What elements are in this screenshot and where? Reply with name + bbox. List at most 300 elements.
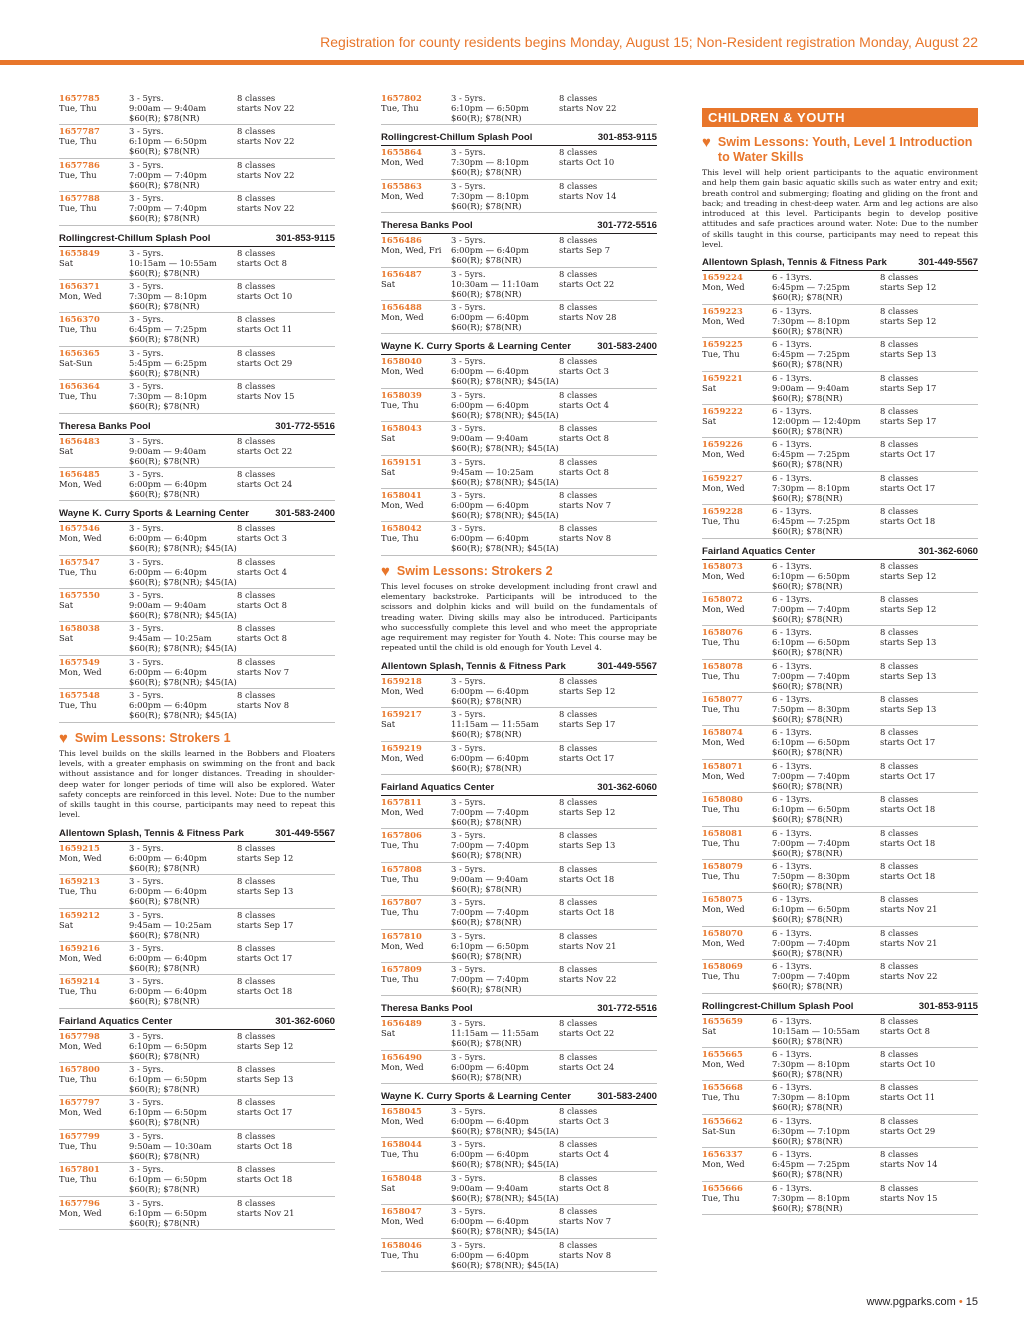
age-range: 3 - 5yrs.: [129, 159, 164, 170]
activity-number[interactable]: 1657549: [59, 656, 100, 667]
start-date: starts Nov 22: [237, 136, 295, 147]
class-fee: $60(R); $78(NR); $45(IA): [451, 409, 559, 420]
class-listing-row: [381, 896, 657, 929]
age-range: 6 - 13yrs.: [772, 1082, 812, 1093]
start-date: starts Sep 17: [237, 919, 294, 930]
start-date: starts Nov 22: [559, 973, 617, 984]
start-date: starts Oct 3: [559, 1116, 609, 1127]
heart-icon: ♥: [702, 134, 711, 151]
age-range: 3 - 5yrs.: [129, 1197, 164, 1208]
age-range: 6 - 13yrs.: [772, 305, 812, 316]
class-listing-row: [59, 689, 335, 722]
activity-number[interactable]: 1657800: [59, 1064, 100, 1075]
start-date: starts Sep 13: [559, 840, 616, 851]
class-listing-row: [381, 1239, 657, 1272]
activity-number[interactable]: 1656486: [381, 235, 422, 246]
meeting-days: Mon, Wed: [381, 190, 424, 201]
class-time: 7:00pm — 7:40pm: [772, 770, 850, 781]
meeting-days: Mon, Wed: [702, 1058, 745, 1069]
activity-number[interactable]: 1656485: [59, 468, 100, 479]
age-range: 3 - 5yrs.: [129, 193, 164, 204]
age-range: 6 - 13yrs.: [772, 1149, 812, 1160]
start-date: starts Nov 22: [237, 203, 295, 214]
class-count: 8 classes: [559, 456, 598, 467]
activity-number[interactable]: 1659219: [381, 742, 422, 753]
class-time: 7:00pm — 7:40pm: [772, 937, 850, 948]
class-fee: $60(R); $78(NR): [129, 896, 200, 907]
activity-number[interactable]: 1657811: [381, 796, 422, 807]
meeting-days: Tue, Thu: [702, 837, 740, 848]
meeting-days: Mon, Wed: [381, 499, 424, 510]
activity-number[interactable]: 1656364: [59, 381, 100, 392]
class-listing-row: [59, 522, 335, 555]
activity-number[interactable]: 1658069: [702, 961, 743, 972]
location-header: [381, 132, 657, 146]
course-description: This level focuses on stroke development including front crawl and elementary backstroke. Participants will be introduced to the scissors and dolphin kicks and will build on the fundamentals of treading water. Diving skills may also be introduced. Participants who successfully complete this level and who meet the appropriate age requirement may register for Youth 4. Note: This course may be repeated until the child is old enough for Youth Level 4.: [381, 581, 657, 653]
class-listing-row: [702, 505, 978, 538]
activity-number[interactable]: 1657808: [381, 863, 422, 874]
class-count: 8 classes: [559, 1139, 598, 1150]
activity-number[interactable]: 1657797: [59, 1097, 100, 1108]
class-time: 7:30pm — 8:10pm: [451, 190, 529, 201]
class-fee: $60(R); $78(NR); $45(IA): [129, 710, 237, 721]
activity-number[interactable]: 1659223: [702, 305, 743, 316]
age-range: 3 - 5yrs.: [451, 456, 486, 467]
activity-number[interactable]: 1658073: [702, 560, 743, 571]
class-time: 7:00pm — 7:40pm: [772, 837, 850, 848]
class-count: 8 classes: [559, 830, 598, 841]
activity-number[interactable]: 1655863: [381, 180, 422, 191]
class-count: 8 classes: [559, 796, 598, 807]
activity-number[interactable]: 1656337: [702, 1149, 743, 1160]
class-count: 8 classes: [880, 1149, 919, 1160]
class-count: 8 classes: [880, 827, 919, 838]
activity-number[interactable]: 1659227: [702, 472, 743, 483]
activity-number[interactable]: 1659214: [59, 976, 100, 987]
start-date: starts Nov 28: [559, 311, 617, 322]
start-date: starts Oct 11: [237, 324, 293, 335]
class-time: 7:30pm — 8:10pm: [772, 315, 850, 326]
class-fee: $60(R); $78(NR): [772, 492, 843, 503]
section-title: CHILDREN & YOUTH: [702, 108, 978, 127]
activity-number[interactable]: 1655666: [702, 1182, 743, 1193]
meeting-days: Mon, Wed: [702, 315, 745, 326]
activity-number[interactable]: 1656371: [59, 280, 100, 291]
location-phone: 301-853-9115: [918, 1000, 978, 1012]
age-range: 6 - 13yrs.: [772, 894, 812, 905]
activity-number[interactable]: 1658042: [381, 523, 422, 534]
class-time: 6:10pm — 6:50pm: [129, 1207, 207, 1218]
class-time: 7:00pm — 7:40pm: [451, 907, 529, 918]
start-date: starts Oct 18: [880, 516, 936, 527]
age-range: 3 - 5yrs.: [451, 830, 486, 841]
activity-number[interactable]: 1656490: [381, 1051, 422, 1062]
activity-number[interactable]: 1659212: [59, 909, 100, 920]
age-range: 3 - 5yrs.: [451, 1051, 486, 1062]
age-range: 3 - 5yrs.: [451, 1139, 486, 1150]
class-time: 7:30pm — 8:10pm: [772, 1058, 850, 1069]
start-date: starts Oct 17: [880, 482, 936, 493]
activity-number[interactable]: 1658078: [702, 660, 743, 671]
meeting-days: Mon, Wed: [381, 366, 424, 377]
activity-number[interactable]: 1657802: [381, 93, 422, 103]
activity-number[interactable]: 1658080: [702, 794, 743, 805]
start-date: starts Sep 12: [880, 315, 937, 326]
class-fee: $60(R); $78(NR): [451, 255, 522, 266]
activity-number[interactable]: 1657548: [59, 690, 100, 701]
activity-number[interactable]: 1656483: [59, 435, 100, 446]
class-count: 8 classes: [880, 1015, 919, 1026]
start-date: starts Oct 8: [237, 257, 287, 268]
class-fee: $60(R); $78(NR); $45(IA): [451, 543, 559, 554]
class-listing-row: [59, 192, 335, 225]
activity-number[interactable]: 1657806: [381, 830, 422, 841]
class-count: 8 classes: [237, 93, 276, 103]
class-listing-row: [381, 863, 657, 896]
activity-number[interactable]: 1659221: [702, 372, 743, 383]
activity-number[interactable]: 1656489: [381, 1018, 422, 1029]
class-count: 8 classes: [880, 560, 919, 571]
age-range: 3 - 5yrs.: [129, 314, 164, 325]
class-fee: $60(R); $78(NR); $45(IA): [451, 443, 559, 454]
class-count: 8 classes: [237, 1164, 276, 1175]
registration-banner: Registration for county residents begins Monday, August 15; Non-Resident registration Monday, August 22: [320, 34, 978, 50]
activity-number[interactable]: 1655849: [59, 247, 100, 258]
activity-number[interactable]: 1656365: [59, 347, 100, 358]
age-range: 6 - 13yrs.: [772, 472, 812, 483]
activity-number[interactable]: 1659222: [702, 405, 743, 416]
activity-number[interactable]: 1658048: [381, 1172, 422, 1183]
start-date: starts Nov 22: [559, 103, 617, 113]
meeting-days: Tue, Thu: [381, 840, 419, 851]
activity-number[interactable]: 1657546: [59, 523, 100, 534]
activity-number[interactable]: 1658044: [381, 1139, 422, 1150]
class-fee: $60(R); $78(NR): [451, 1071, 522, 1082]
activity-number[interactable]: 1658074: [702, 727, 743, 738]
start-date: starts Oct 22: [559, 1028, 615, 1039]
location-header: [702, 1001, 978, 1015]
class-count: 8 classes: [559, 742, 598, 753]
class-time: 6:45pm — 7:25pm: [772, 349, 850, 360]
activity-number[interactable]: 1658043: [381, 423, 422, 434]
class-count: 8 classes: [237, 590, 276, 601]
class-time: 6:00pm — 6:40pm: [129, 478, 207, 489]
start-date: starts Oct 17: [880, 449, 936, 460]
column-right: [702, 92, 978, 1215]
class-listing-row: [702, 472, 978, 505]
class-listing-row: [381, 180, 657, 213]
meeting-days: Tue, Thu: [59, 391, 97, 402]
start-date: starts Nov 22: [880, 971, 938, 982]
activity-number[interactable]: 1659151: [381, 456, 422, 467]
location-name: Allentown Splash, Tennis & Fitness Park: [381, 660, 566, 672]
activity-number[interactable]: 1659226: [702, 439, 743, 450]
class-fee: $60(R); $78(NR); $45(IA): [129, 576, 237, 587]
location-phone: 301-449-5567: [918, 257, 978, 269]
class-fee: $60(R); $78(NR): [772, 526, 843, 537]
class-fee: $60(R); $78(NR): [772, 780, 843, 791]
activity-number[interactable]: 1658038: [59, 623, 100, 634]
class-time: 6:45pm — 7:25pm: [772, 449, 850, 460]
footer-url[interactable]: www.pgparks.com: [866, 1296, 956, 1308]
location-header: [59, 828, 335, 842]
class-time: 10:15am — 10:55am: [772, 1025, 860, 1036]
header-rule: [0, 60, 1024, 65]
class-count: 8 classes: [559, 356, 598, 367]
start-date: starts Oct 10: [880, 1058, 936, 1069]
class-listing-row: [702, 271, 978, 304]
class-listing-row: [59, 313, 335, 346]
activity-number[interactable]: 1659213: [59, 876, 100, 887]
class-time: 6:00pm — 6:40pm: [451, 752, 529, 763]
activity-number[interactable]: 1658047: [381, 1206, 422, 1217]
class-listing-row: [702, 893, 978, 926]
class-fee: $60(R); $78(NR); $45(IA): [129, 676, 237, 687]
activity-number[interactable]: 1658071: [702, 760, 743, 771]
age-range: 3 - 5yrs.: [129, 468, 164, 479]
start-date: starts Oct 10: [559, 157, 615, 168]
activity-number[interactable]: 1657809: [381, 963, 422, 974]
class-listing-row: [381, 963, 657, 996]
location-header: [59, 508, 335, 522]
class-time: 6:00pm — 6:40pm: [451, 311, 529, 322]
class-fee: $60(R); $78(NR): [451, 917, 522, 928]
class-listing-row: [702, 1115, 978, 1148]
activity-number[interactable]: 1655659: [702, 1015, 743, 1026]
activity-number[interactable]: 1658040: [381, 356, 422, 367]
class-count: 8 classes: [880, 593, 919, 604]
location-name: Theresa Banks Pool: [381, 1003, 473, 1015]
class-fee: $60(R); $78(NR); $45(IA): [451, 1259, 559, 1270]
class-time: 7:50pm — 8:30pm: [772, 871, 850, 882]
age-range: 6 - 13yrs.: [772, 760, 812, 771]
activity-number[interactable]: 1655662: [702, 1115, 743, 1126]
activity-number[interactable]: 1657785: [59, 93, 100, 103]
start-date: starts Nov 8: [237, 700, 290, 711]
class-listing-row: [381, 301, 657, 334]
activity-number[interactable]: 1658077: [702, 694, 743, 705]
activity-number[interactable]: 1658070: [702, 927, 743, 938]
activity-number[interactable]: 1659225: [702, 339, 743, 350]
class-count: 8 classes: [237, 347, 276, 358]
start-date: starts Oct 3: [559, 366, 609, 377]
activity-number[interactable]: 1658076: [702, 627, 743, 638]
class-listing-row: [381, 1138, 657, 1171]
class-count: 8 classes: [559, 1172, 598, 1183]
meeting-days: Mon, Wed: [59, 290, 102, 301]
activity-number[interactable]: 1659224: [702, 272, 743, 283]
activity-number[interactable]: 1657787: [59, 126, 100, 137]
class-count: 8 classes: [237, 381, 276, 392]
class-listing-row: [702, 1015, 978, 1048]
class-fee: $60(R); $78(NR): [451, 113, 522, 123]
class-count: 8 classes: [237, 1130, 276, 1141]
location-name: Fairland Aquatics Center: [702, 545, 816, 557]
class-listing-row: [381, 1105, 657, 1138]
activity-number[interactable]: 1658081: [702, 827, 743, 838]
age-range: 3 - 5yrs.: [129, 876, 164, 887]
start-date: starts Nov 21: [880, 937, 938, 948]
location-name: Rollingcrest-Chillum Splash Pool: [381, 132, 533, 144]
activity-number[interactable]: 1657798: [59, 1030, 100, 1041]
class-count: 8 classes: [237, 523, 276, 534]
activity-number[interactable]: 1659218: [381, 675, 422, 686]
activity-number[interactable]: 1659228: [702, 506, 743, 517]
class-fee: $60(R); $78(NR): [772, 392, 843, 403]
location-name: Allentown Splash, Tennis & Fitness Park: [702, 257, 887, 269]
class-listing-row: [702, 305, 978, 338]
location-name: Fairland Aquatics Center: [59, 1015, 173, 1027]
class-listing-row: [59, 247, 335, 280]
course-description: This level will help orient participants to the aquatic environment and help them gain basic aquatic skills such as water entry and exit; breath control and submerging; floating and gliding on the front and back; and treading in chest-deep water. Arm and leg actions are also introduced at this level. Participants begin to develop positive attitudes and safe practices around water. Note: Due to the number of skills taught in this course, participants may need to repeat this level.: [702, 168, 978, 250]
class-count: 8 classes: [237, 247, 276, 258]
location-header: [381, 782, 657, 796]
activity-number[interactable]: 1658079: [702, 861, 743, 872]
class-time: 6:45pm — 7:25pm: [772, 282, 850, 293]
class-time: 6:00pm — 6:40pm: [451, 1116, 529, 1127]
class-count: 8 classes: [559, 897, 598, 908]
class-time: 7:00pm — 7:40pm: [772, 603, 850, 614]
age-range: 3 - 5yrs.: [129, 976, 164, 987]
location-name: Wayne K. Curry Sports & Learning Center: [59, 508, 249, 520]
class-listing-row: [381, 422, 657, 455]
start-date: starts Oct 8: [559, 1182, 609, 1193]
meeting-days: Sat: [702, 415, 717, 426]
class-count: 8 classes: [237, 280, 276, 291]
meeting-days: Sat: [702, 1025, 717, 1036]
age-range: 6 - 13yrs.: [772, 660, 812, 671]
activity-number[interactable]: 1657807: [381, 897, 422, 908]
meeting-days: Mon, Wed: [702, 570, 745, 581]
class-time: 9:00am — 9:40am: [129, 600, 207, 611]
activity-number[interactable]: 1658072: [702, 593, 743, 604]
class-time: 9:00am — 9:40am: [129, 445, 207, 456]
meeting-days: Mon, Wed: [59, 1107, 102, 1118]
column-middle: [381, 92, 657, 1272]
location-header: [381, 661, 657, 675]
activity-number[interactable]: 1657801: [59, 1164, 100, 1175]
start-date: starts Nov 15: [237, 391, 295, 402]
activity-number[interactable]: 1658041: [381, 489, 422, 500]
age-range: 3 - 5yrs.: [451, 147, 486, 158]
class-count: 8 classes: [880, 627, 919, 638]
activity-number[interactable]: 1659217: [381, 709, 422, 720]
class-time: 7:00pm — 7:40pm: [772, 971, 850, 982]
activity-number[interactable]: 1657810: [381, 930, 422, 941]
class-listing-row: [702, 726, 978, 759]
class-time: 7:00pm — 7:40pm: [772, 670, 850, 681]
class-fee: $60(R); $78(NR); $45(IA): [451, 1226, 559, 1237]
meeting-days: Sat: [381, 1182, 396, 1193]
activity-number[interactable]: 1659215: [59, 842, 100, 853]
class-listing-row: [702, 860, 978, 893]
activity-number[interactable]: 1655668: [702, 1082, 743, 1093]
age-range: 3 - 5yrs.: [129, 656, 164, 667]
activity-number[interactable]: 1655665: [702, 1048, 743, 1059]
class-listing-row: [59, 1030, 335, 1063]
meeting-days: Tue, Thu: [381, 103, 419, 113]
activity-number[interactable]: 1658046: [381, 1239, 422, 1250]
class-count: 8 classes: [237, 159, 276, 170]
class-count: 8 classes: [237, 876, 276, 887]
class-listing-row: [702, 1182, 978, 1215]
location-phone: 301-583-2400: [275, 508, 335, 520]
age-range: 3 - 5yrs.: [129, 126, 164, 137]
start-date: starts Sep 13: [880, 349, 937, 360]
activity-number[interactable]: 1657547: [59, 556, 100, 567]
activity-number[interactable]: 1656370: [59, 314, 100, 325]
meeting-days: Mon, Wed: [702, 282, 745, 293]
class-listing-row: [381, 1205, 657, 1238]
class-fee: $60(R); $78(NR): [129, 1084, 200, 1095]
age-range: 3 - 5yrs.: [451, 1018, 486, 1029]
class-count: 8 classes: [237, 1064, 276, 1075]
activity-number[interactable]: 1657550: [59, 590, 100, 601]
class-listing-row: [59, 380, 335, 413]
activity-number[interactable]: 1658039: [381, 389, 422, 400]
class-count: 8 classes: [237, 842, 276, 853]
activity-number[interactable]: 1656488: [381, 301, 422, 312]
start-date: starts Oct 18: [237, 986, 293, 997]
meeting-days: Sat-Sun: [59, 357, 93, 368]
activity-number[interactable]: 1657796: [59, 1197, 100, 1208]
class-count: 8 classes: [559, 523, 598, 534]
activity-number[interactable]: 1658045: [381, 1106, 422, 1117]
age-range: 6 - 13yrs.: [772, 372, 812, 383]
meeting-days: Mon, Wed: [702, 449, 745, 460]
class-count: 8 classes: [880, 961, 919, 972]
class-listing-row: [381, 234, 657, 267]
activity-number[interactable]: 1657786: [59, 159, 100, 170]
activity-number[interactable]: 1656487: [381, 268, 422, 279]
age-range: 3 - 5yrs.: [451, 180, 486, 191]
activity-number[interactable]: 1659216: [59, 942, 100, 953]
age-range: 3 - 5yrs.: [451, 1239, 486, 1250]
start-date: starts Nov 8: [559, 1249, 612, 1260]
class-listing-row: [702, 438, 978, 471]
class-count: 8 classes: [880, 894, 919, 905]
start-date: starts Oct 4: [237, 566, 287, 577]
age-range: 3 - 5yrs.: [451, 1206, 486, 1217]
class-time: 7:30pm — 8:10pm: [772, 482, 850, 493]
activity-number[interactable]: 1655864: [381, 147, 422, 158]
class-time: 6:00pm — 6:40pm: [129, 886, 207, 897]
activity-number[interactable]: 1658075: [702, 894, 743, 905]
activity-number[interactable]: 1657788: [59, 193, 100, 204]
meeting-days: Tue, Thu: [381, 533, 419, 544]
age-range: 3 - 5yrs.: [451, 709, 486, 720]
class-time: 7:00pm — 7:40pm: [451, 973, 529, 984]
class-time: 6:45pm — 7:25pm: [129, 324, 207, 335]
class-time: 6:10pm — 6:50pm: [772, 904, 850, 915]
start-date: starts Nov 21: [559, 940, 617, 951]
meeting-days: Mon, Wed: [59, 666, 102, 677]
activity-number[interactable]: 1657799: [59, 1130, 100, 1141]
class-count: 8 classes: [237, 942, 276, 953]
class-fee: $60(R); $78(NR); $45(IA): [451, 509, 559, 520]
class-count: 8 classes: [237, 126, 276, 137]
meeting-days: Sat: [381, 719, 396, 730]
meeting-days: Mon, Wed: [702, 937, 745, 948]
age-range: 6 - 13yrs.: [772, 794, 812, 805]
class-count: 8 classes: [559, 389, 598, 400]
meeting-days: Tue, Thu: [59, 203, 97, 214]
location-header: [59, 1016, 335, 1030]
class-count: 8 classes: [559, 930, 598, 941]
class-listing-row: [381, 708, 657, 741]
age-range: 3 - 5yrs.: [451, 897, 486, 908]
location-name: Fairland Aquatics Center: [381, 781, 495, 793]
